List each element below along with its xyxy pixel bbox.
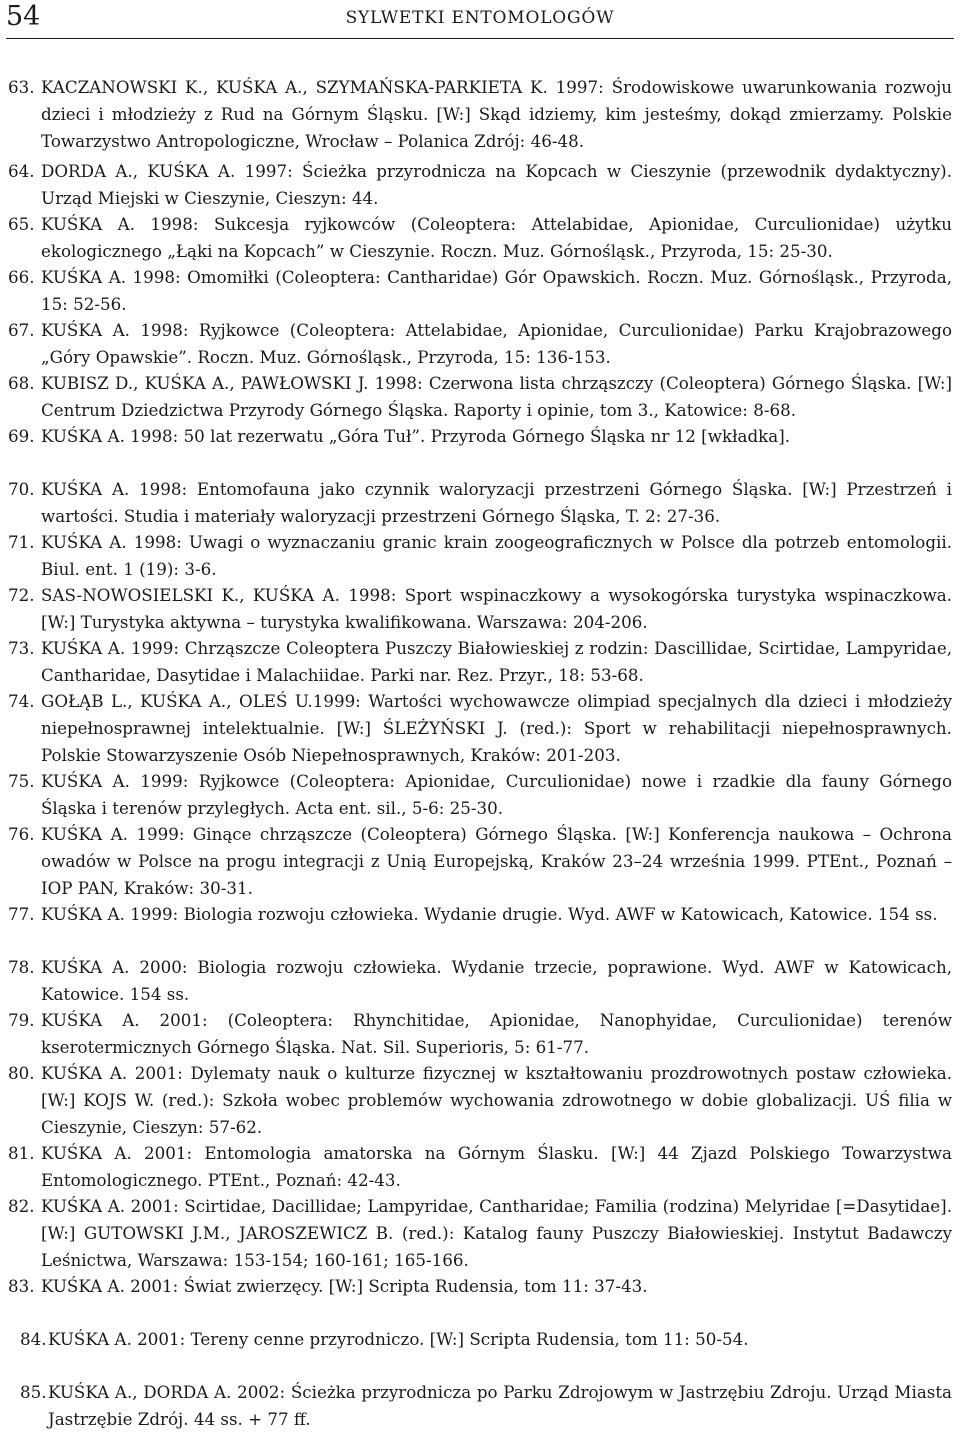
- entry-number: 71.: [8, 532, 35, 552]
- bibliography-entry: [8, 635, 952, 689]
- entry-text: KUŚKA A. 1998: Entomofauna jako czynnik waloryzacji przestrzeni Górnego Śląska. [W:] Przestrzeń i wartości. Studia i materiały waloryzacji przestrzeni Górnego Śląska, T. 2: 27-36.: [41, 479, 952, 526]
- entry-text: KUŚKA A. 1999: Biologia rozwoju człowieka. Wydanie drugie. Wyd. AWF w Katowicach, Katowice. 154 ss.: [41, 904, 938, 924]
- bibliography-entry: [8, 688, 952, 769]
- entry-text: KUŚKA A. 1999: Ginące chrząszcze (Coleoptera) Górnego Śląska. [W:] Konferencja naukowa – Ochrona owadów w Polsce na progu integracji z Unią Europejską, Kraków 23–24 września 1999. PTEnt., Poznań – IOP PAN, Kraków: 30-31.: [41, 824, 952, 898]
- bibliography-entry: [8, 423, 952, 450]
- entry-number: 63.: [8, 77, 35, 97]
- entry-text: KUŚKA A. 2001: Dylematy nauk o kulturze fizycznej w kształtowaniu prozdrowotnych postaw człowieka. [W:] KOJS W. (red.): Szkoła wobec problemów wychowania zdrowotnego w dobie globalizacji. UŚ filia w Cieszynie, Cieszyn: 57-62.: [41, 1063, 952, 1137]
- bibliography-entry: [8, 901, 952, 928]
- entry-text: KUŚKA A. 2001: (Coleoptera: Rhynchitidae, Apionidae, Nanophyidae, Curculionidae) terenów kserotermicznych Górnego Śląska. Nat. Sil. Superioris, 5: 61-77.: [41, 1010, 952, 1057]
- entry-number: 67.: [8, 320, 35, 340]
- header-rule: [6, 38, 954, 39]
- entry-number: 65.: [8, 214, 35, 234]
- entry-number: 75.: [8, 771, 35, 791]
- entry-text: KUBISZ D., KUŚKA A., PAWŁOWSKI J. 1998: Czerwona lista chrząszczy (Coleoptera) Górnego Śląska. [W:] Centrum Dziedzictwa Przyrody Górnego Śląska. Raporty i opinie, tom 3., Katowice: 8-68.: [41, 373, 952, 420]
- bibliography-entry: [8, 211, 952, 265]
- bibliography-entry: [8, 264, 952, 318]
- bibliography-entry: [8, 1379, 952, 1433]
- entry-number: 73.: [8, 638, 35, 658]
- bibliography-entry: [8, 529, 952, 583]
- bibliography-entry: [8, 370, 952, 424]
- bibliography-entry: [8, 158, 952, 212]
- entry-text: KUŚKA A. 2001: Scirtidae, Dacillidae; Lampyridae, Cantharidae; Familia (rodzina) Melyridae [=Dasytidae]. [W:] GUTOWSKI J.M., JAROSZEWICZ B. (red.): Katalog fauny Puszczy Białowieskiej. Instytut Badawczy Leśnictwa, Warszawa: 153-154; 160-161; 165-166.: [41, 1196, 952, 1270]
- entry-text: KUŚKA A., DORDA A. 2002: Ścieżka przyrodnicza po Parku Zdrojowym w Jastrzębiu Zdroju. Urząd Miasta Jastrzębie Zdrój. 44 ss. + 77 ff.: [48, 1382, 952, 1429]
- entry-text: KUŚKA A. 1998: 50 lat rezerwatu „Góra Tuł”. Przyroda Górnego Śląska nr 12 [wkładka].: [41, 426, 791, 446]
- bibliography-entry: [8, 821, 952, 902]
- bibliography-entry: [8, 1326, 952, 1353]
- entry-number: 79.: [8, 1010, 35, 1030]
- bibliography-entry: [8, 74, 952, 155]
- entry-text: KUŚKA A. 2001: Tereny cenne przyrodniczo. [W:] Scripta Rudensia, tom 11: 50-54.: [48, 1329, 749, 1349]
- bibliography-entry: [8, 582, 952, 636]
- entry-text: KUŚKA A. 2000: Biologia rozwoju człowieka. Wydanie trzecie, poprawione. Wyd. AWF w Katowicach, Katowice. 154 ss.: [41, 957, 952, 1004]
- entry-text: KUŚKA A. 1998: Sukcesja ryjkowców (Coleoptera: Attelabidae, Apionidae, Curculionidae) użytku ekologicznego „Łąki na Kopcach” w Cieszynie. Roczn. Muz. Górnośląsk., Przyroda, 15: 25-30.: [41, 214, 952, 261]
- entry-number: 78.: [8, 957, 35, 977]
- entry-number: 80.: [8, 1063, 35, 1083]
- entry-number: 70.: [8, 479, 35, 499]
- entry-number: 76.: [8, 824, 35, 844]
- bibliography-entry: [8, 1140, 952, 1194]
- entry-text: KUŚKA A. 1999: Ryjkowce (Coleoptera: Apionidae, Curculionidae) nowe i rzadkie dla fauny Górnego Śląska i terenów przyległych. Acta ent. sil., 5-6: 25-30.: [41, 771, 952, 818]
- entry-text: KUŚKA A. 1998: Ryjkowce (Coleoptera: Attelabidae, Apionidae, Curculionidae) Parku Krajobrazowego „Góry Opawskie”. Roczn. Muz. Górnośląsk., Przyroda, 15: 136-153.: [41, 320, 952, 367]
- bibliography-entry: [8, 1007, 952, 1061]
- entry-number: 74.: [8, 691, 35, 711]
- entry-number: 82.: [8, 1196, 35, 1216]
- entry-number: 83.: [8, 1276, 35, 1296]
- entry-text: DORDA A., KUŚKA A. 1997: Ścieżka przyrodnicza na Kopcach w Cieszynie (przewodnik dydaktyczny). Urząd Miejski w Cieszynie, Cieszyn: 44.: [41, 161, 952, 208]
- bibliography-entry: [8, 954, 952, 1008]
- entry-text: SAS-NOWOSIELSKI K., KUŚKA A. 1998: Sport wspinaczkowy a wysokogórska turystyka wspinaczkowa. [W:] Turystyka aktywna – turystyka kwalifikowana. Warszawa: 204-206.: [41, 585, 952, 632]
- bibliography-entry: [8, 317, 952, 371]
- entry-number: 66.: [8, 267, 35, 287]
- entry-text: KUŚKA A. 2001: Entomologia amatorska na Górnym Ślasku. [W:] 44 Zjazd Polskiego Towarzystwa Entomologicznego. PTEnt., Poznań: 42-43.: [41, 1143, 952, 1190]
- entry-text: KUŚKA A. 1998: Omomiłki (Coleoptera: Cantharidae) Gór Opawskich. Roczn. Muz. Górnośląsk., Przyroda, 15: 52-56.: [41, 267, 952, 314]
- page-header: [6, 0, 954, 40]
- bibliography-entry: [8, 1193, 952, 1274]
- entry-number: 85.: [20, 1382, 47, 1402]
- page-number: 54: [6, 1, 41, 32]
- entry-text: KUŚKA A. 1999: Chrząszcze Coleoptera Puszczy Białowieskiej z rodzin: Dascillidae, Scirtidae, Lampyridae, Cantharidae, Dasytidae i Malachiidae. Parki nar. Rez. Przyr., 18: 53-68.: [41, 638, 952, 685]
- bibliography-entry: [8, 768, 952, 822]
- entry-number: 64.: [8, 161, 35, 181]
- entry-text: GOŁĄB L., KUŚKA A., OLEŚ U.1999: Wartości wychowawcze olimpiad specjalnych dla dzieci i młodzieży niepełnosprawnej intelektualnie. [W:] ŚLEŻYŃSKI J. (red.): Sport w rehabilitacji niepełnosprawnych. Polskie Stowarzyszenie Osób Niepełnosprawnych, Kraków: 201-203.: [41, 691, 952, 765]
- bibliography-entry: [8, 1060, 952, 1141]
- entry-text: KUŚKA A. 2001: Świat zwierzęcy. [W:] Scripta Rudensia, tom 11: 37-43.: [41, 1276, 648, 1296]
- entry-number: 77.: [8, 904, 35, 924]
- running-title: SYLWETKI ENTOMOLOGÓW: [345, 8, 615, 28]
- entry-number: 68.: [8, 373, 35, 393]
- entry-text: KUŚKA A. 1998: Uwagi o wyznaczaniu granic krain zoogeograficznych w Polsce dla potrzeb entomologii. Biul. ent. 1 (19): 3-6.: [41, 532, 952, 579]
- bibliography-entry: [8, 476, 952, 530]
- entry-text: KACZANOWSKI K., KUŚKA A., SZYMAŃSKA-PARKIETA K. 1997: Środowiskowe uwarunkowania rozwoju dzieci i młodzieży z Rud na Górnym Śląsku. [W:] Skąd idziemy, kim jesteśmy, dokąd zmierzamy. Polskie Towarzystwo Antropologiczne, Wrocław – Polanica Zdrój: 46-48.: [41, 77, 952, 151]
- entry-number: 81.: [8, 1143, 35, 1163]
- entry-number: 72.: [8, 585, 35, 605]
- entry-number: 84.: [20, 1329, 47, 1349]
- entry-number: 69.: [8, 426, 35, 446]
- bibliography-entry: [8, 1273, 952, 1300]
